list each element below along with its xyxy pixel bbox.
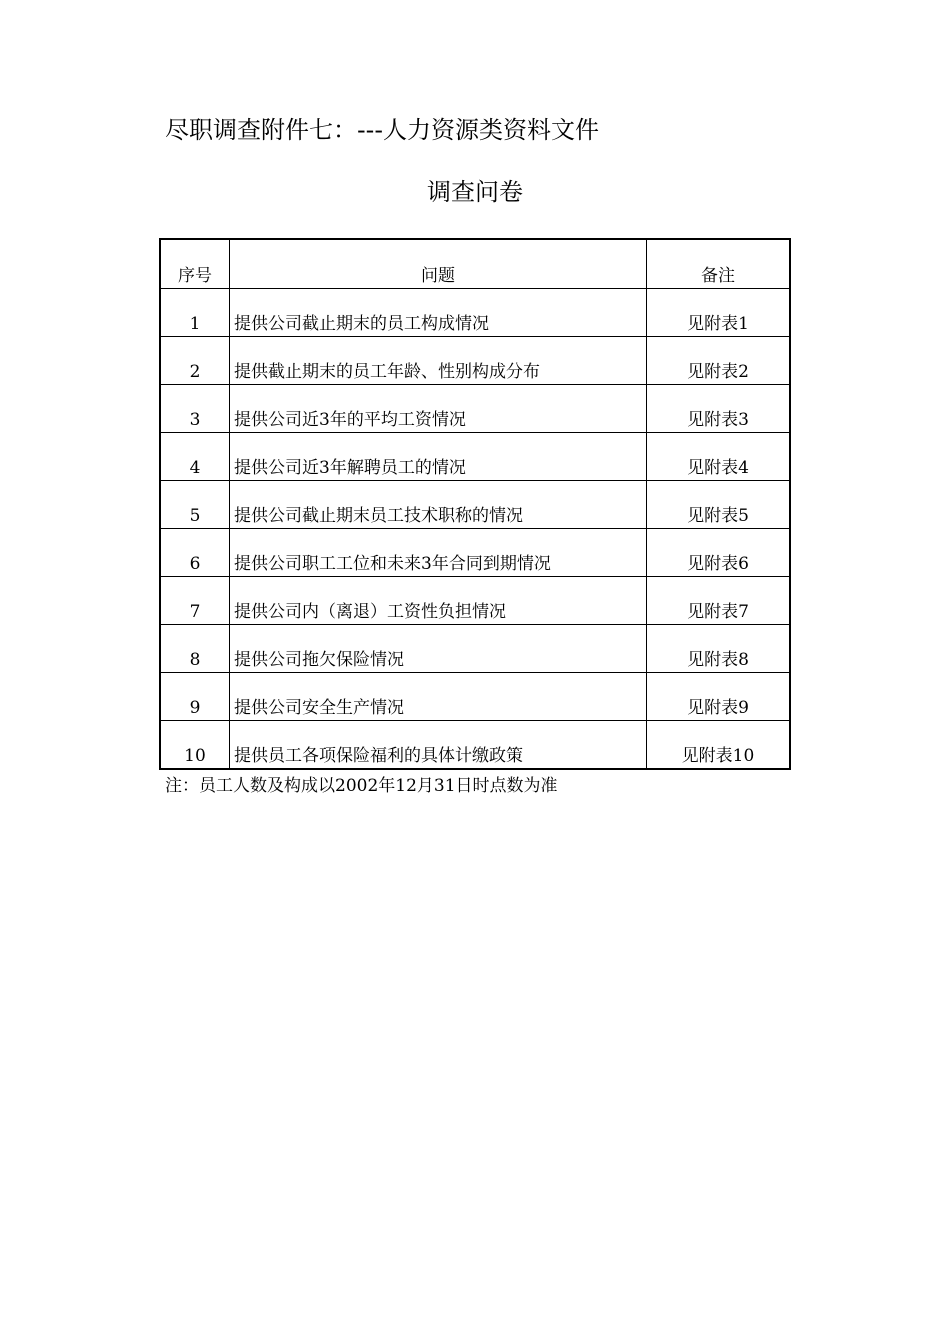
table-row [160,289,790,337]
row-no: 9 [160,673,230,721]
table-header-row [160,239,790,289]
row-no: 6 [160,529,230,577]
table-row [160,385,790,433]
row-question: 提供公司内（离退）工资性负担情况 [230,577,647,625]
row-note: 见附表1 [647,289,791,337]
row-no: 5 [160,481,230,529]
row-no: 4 [160,433,230,481]
table-row [160,481,790,529]
row-note: 见附表5 [647,481,791,529]
document-subtitle: 调查问卷 [427,178,523,206]
header-note: 备注 [647,239,791,289]
table-row [160,721,790,770]
table-row [160,337,790,385]
table-row [160,433,790,481]
row-question: 提供公司截止期末的员工构成情况 [230,289,647,337]
table-row [160,529,790,577]
row-question: 提供员工各项保险福利的具体计缴政策 [230,721,647,770]
row-note: 见附表3 [647,385,791,433]
row-question: 提供公司近3年的平均工资情况 [230,385,647,433]
row-question: 提供公司安全生产情况 [230,673,647,721]
row-note: 见附表10 [647,721,791,770]
row-note: 见附表6 [647,529,791,577]
row-note: 见附表2 [647,337,791,385]
row-question: 提供公司截止期末员工技术职称的情况 [230,481,647,529]
row-no: 10 [160,721,230,770]
header-question: 问题 [230,239,647,289]
table-row [160,673,790,721]
table-row [160,577,790,625]
row-question: 提供截止期末的员工年龄、性别构成分布 [230,337,647,385]
row-note: 见附表4 [647,433,791,481]
footnote: 注：员工人数及构成以2002年12月31日时点数为准 [165,776,558,796]
row-no: 2 [160,337,230,385]
row-question: 提供公司职工工位和未来3年合同到期情况 [230,529,647,577]
row-no: 8 [160,625,230,673]
row-note: 见附表9 [647,673,791,721]
header-no: 序号 [160,239,230,289]
row-no: 7 [160,577,230,625]
row-no: 3 [160,385,230,433]
survey-table [159,238,791,770]
row-no: 1 [160,289,230,337]
row-note: 见附表8 [647,625,791,673]
document-title: 尽职调查附件七：---人力资源类资料文件 [165,116,599,144]
row-question: 提供公司拖欠保险情况 [230,625,647,673]
row-question: 提供公司近3年解聘员工的情况 [230,433,647,481]
row-note: 见附表7 [647,577,791,625]
table-row [160,625,790,673]
